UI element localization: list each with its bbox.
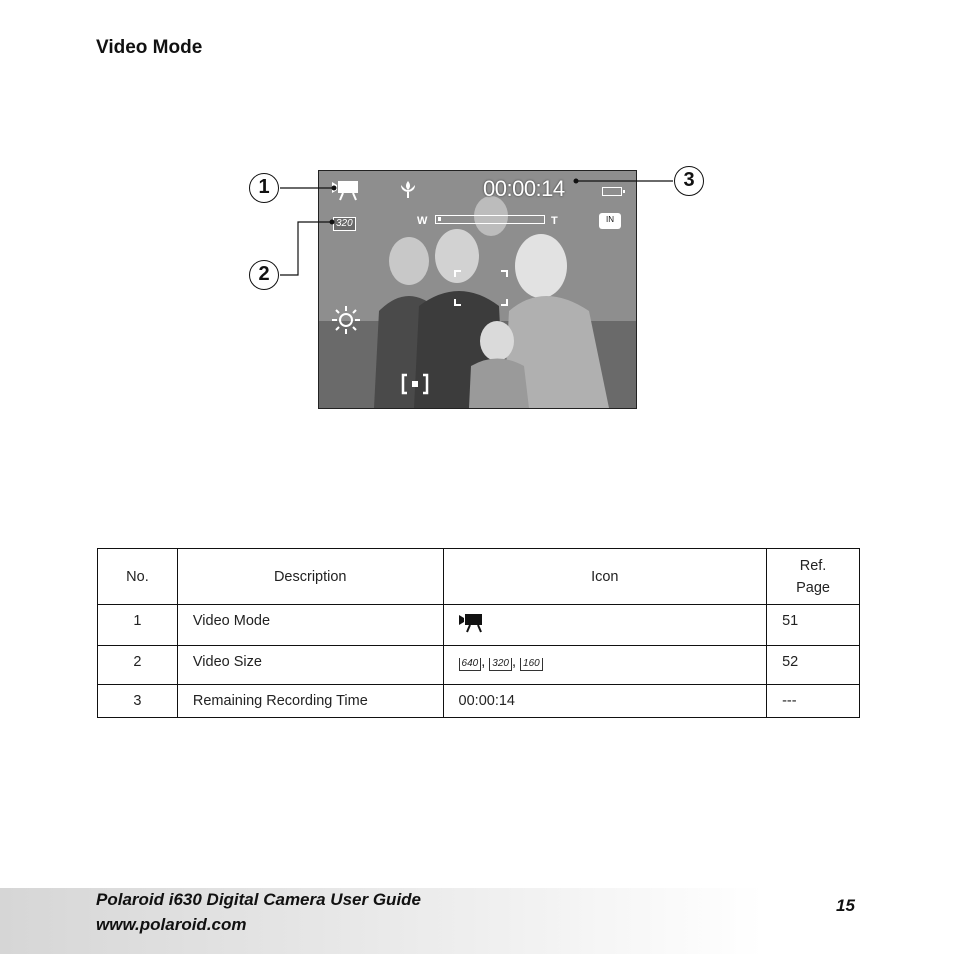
header-ref-line2: Page xyxy=(796,579,830,596)
header-ref-page xyxy=(767,549,860,605)
header-no: No. xyxy=(98,549,178,605)
row-ref: 52 xyxy=(767,646,860,685)
callout-2: 2 xyxy=(249,260,279,290)
footer-guide-title: Polaroid i630 Digital Camera User Guide xyxy=(96,890,422,909)
header-description: Description xyxy=(177,549,443,605)
header-icon: Icon xyxy=(443,549,767,605)
row-no: 1 xyxy=(98,605,178,646)
callout-1: 1 xyxy=(249,173,279,203)
table-row xyxy=(98,605,860,646)
size-640-badge: 640 xyxy=(459,658,482,671)
zoom-wide-label: W xyxy=(417,215,428,227)
size-320-badge: 320 xyxy=(489,658,512,671)
size-160-badge: 160 xyxy=(520,658,543,671)
row-description: Video Mode xyxy=(177,605,443,646)
video-size-badge: 320 xyxy=(333,217,356,231)
row-icon-text: 00:00:14 xyxy=(443,685,767,718)
remaining-time-readout: 00:00:14 xyxy=(483,176,565,201)
video-camera-icon xyxy=(459,613,483,633)
table-header-row xyxy=(98,549,860,605)
row-ref: --- xyxy=(767,685,860,718)
table-row xyxy=(98,646,860,685)
icon-reference-table xyxy=(97,548,860,718)
row-description: Remaining Recording Time xyxy=(177,685,443,718)
section-heading: Video Mode xyxy=(96,37,203,58)
row-ref: 51 xyxy=(767,605,860,646)
row-icon-cell xyxy=(443,605,767,646)
memory-label: IN xyxy=(606,215,614,224)
row-icon-cell xyxy=(443,646,767,685)
icon-separator: , xyxy=(511,654,517,670)
zoom-tele-label: T xyxy=(551,215,558,227)
footer-website-link[interactable]: www.polaroid.com xyxy=(96,915,247,934)
callout-3: 3 xyxy=(674,166,704,196)
row-no: 2 xyxy=(98,646,178,685)
header-ref-line1: Ref. xyxy=(799,557,827,574)
table-row xyxy=(98,685,860,718)
icon-separator: , xyxy=(481,654,486,670)
row-description: Video Size xyxy=(177,646,443,685)
row-no: 3 xyxy=(98,685,178,718)
page-number: 15 xyxy=(836,896,855,915)
